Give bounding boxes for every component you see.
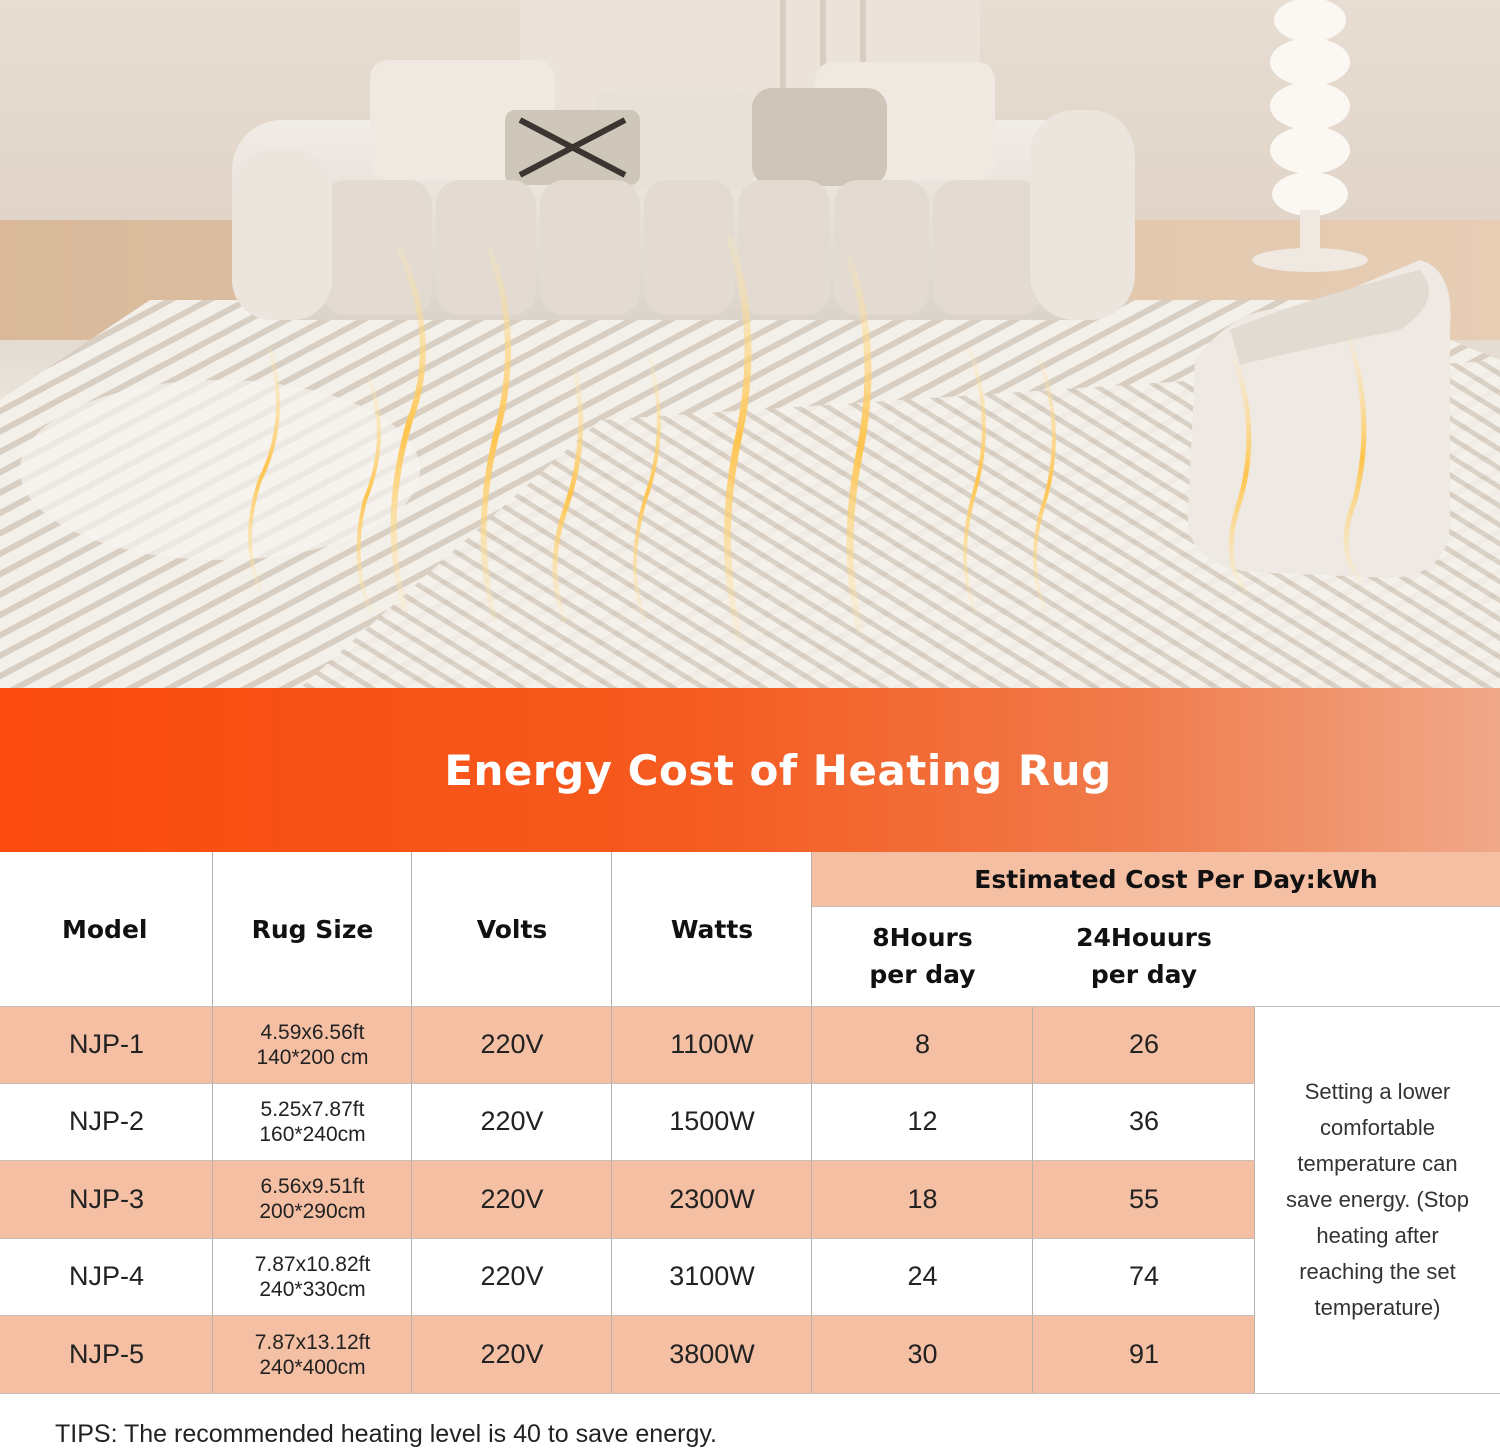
row2-model: NJP-2 <box>0 1083 213 1160</box>
row3-24h: 55 <box>1033 1160 1255 1238</box>
header-24-hours-line2: per day <box>1090 960 1198 989</box>
row4-model: NJP-4 <box>0 1238 213 1315</box>
energy-cost-table <box>0 852 1500 1394</box>
energy-saving-note: Setting a lower comfortable temperature can save energy. (Stop heating after reaching the set temperature) <box>1255 1006 1500 1394</box>
row2-size-ft: 5.25x7.87ft <box>260 1097 365 1121</box>
row2-volts: 220V <box>412 1083 612 1160</box>
row4-8h: 24 <box>812 1238 1033 1315</box>
divider <box>1254 1006 1255 1394</box>
row3-rug-size <box>213 1160 412 1238</box>
row1-watts: 1100W <box>612 1006 812 1083</box>
row3-model: NJP-3 <box>0 1160 213 1238</box>
row3-size-cm: 200*290cm <box>259 1200 366 1223</box>
row5-model: NJP-5 <box>0 1315 213 1394</box>
divider <box>812 906 1500 907</box>
row5-volts: 220V <box>412 1315 612 1394</box>
product-photo <box>0 0 1500 688</box>
divider <box>0 1238 1255 1239</box>
row1-volts: 220V <box>412 1006 612 1083</box>
row2-8h: 12 <box>812 1083 1033 1160</box>
row4-volts: 220V <box>412 1238 612 1315</box>
row2-size-cm: 160*240cm <box>259 1122 366 1146</box>
divider <box>0 1083 1255 1084</box>
divider <box>1032 1006 1033 1394</box>
row5-8h: 30 <box>812 1315 1033 1394</box>
header-8-hours <box>812 906 1033 1006</box>
divider <box>212 852 213 1394</box>
row1-rug-size <box>213 1006 412 1083</box>
title-banner <box>0 688 1500 852</box>
row5-rug-size <box>213 1315 412 1394</box>
row4-size-cm: 240*330cm <box>259 1277 366 1301</box>
header-volts: Volts <box>412 852 612 1006</box>
row4-size-ft: 7.87x10.82ft <box>254 1252 371 1276</box>
divider <box>0 1160 1255 1161</box>
header-rug-size: Rug Size <box>213 852 412 1006</box>
header-estimated-cost: Estimated Cost Per Day:kWh <box>812 852 1500 906</box>
row4-24h: 74 <box>1033 1238 1255 1315</box>
row1-size-cm: 140*200 cm <box>256 1045 369 1069</box>
row3-watts: 2300W <box>612 1160 812 1238</box>
divider <box>0 1006 1500 1007</box>
row4-watts: 3100W <box>612 1238 812 1315</box>
header-24-hours <box>1033 906 1255 1006</box>
row5-size-ft: 7.87x13.12ft <box>254 1330 371 1354</box>
header-model: Model <box>0 852 213 1006</box>
row5-size-cm: 240*400cm <box>259 1355 366 1379</box>
tips-text: TIPS: The recommended heating level is 40 to save energy. <box>55 1420 717 1448</box>
page-title: Energy Cost of Heating Rug <box>444 745 1112 795</box>
row3-8h: 18 <box>812 1160 1033 1238</box>
divider <box>811 852 812 1394</box>
row1-24h: 26 <box>1033 1006 1255 1083</box>
row3-size-ft: 6.56x9.51ft <box>260 1175 365 1198</box>
row1-8h: 8 <box>812 1006 1033 1083</box>
header-watts: Watts <box>612 852 812 1006</box>
header-24-hours-line1: 24Houurs <box>1076 923 1212 952</box>
row1-model: NJP-1 <box>0 1006 213 1083</box>
divider <box>0 1393 1500 1394</box>
row2-rug-size <box>213 1083 412 1160</box>
living-room-illustration <box>0 0 1500 688</box>
row5-24h: 91 <box>1033 1315 1255 1394</box>
row2-24h: 36 <box>1033 1083 1255 1160</box>
divider <box>0 1315 1255 1316</box>
header-8-hours-line2: per day <box>869 960 976 989</box>
header-8-hours-line1: 8Hours <box>872 923 973 952</box>
row1-size-ft: 4.59x6.56ft <box>260 1020 365 1044</box>
row2-watts: 1500W <box>612 1083 812 1160</box>
row5-watts: 3800W <box>612 1315 812 1394</box>
row4-rug-size <box>213 1238 412 1315</box>
row3-volts: 220V <box>412 1160 612 1238</box>
divider <box>411 852 412 1394</box>
divider <box>611 852 612 1394</box>
